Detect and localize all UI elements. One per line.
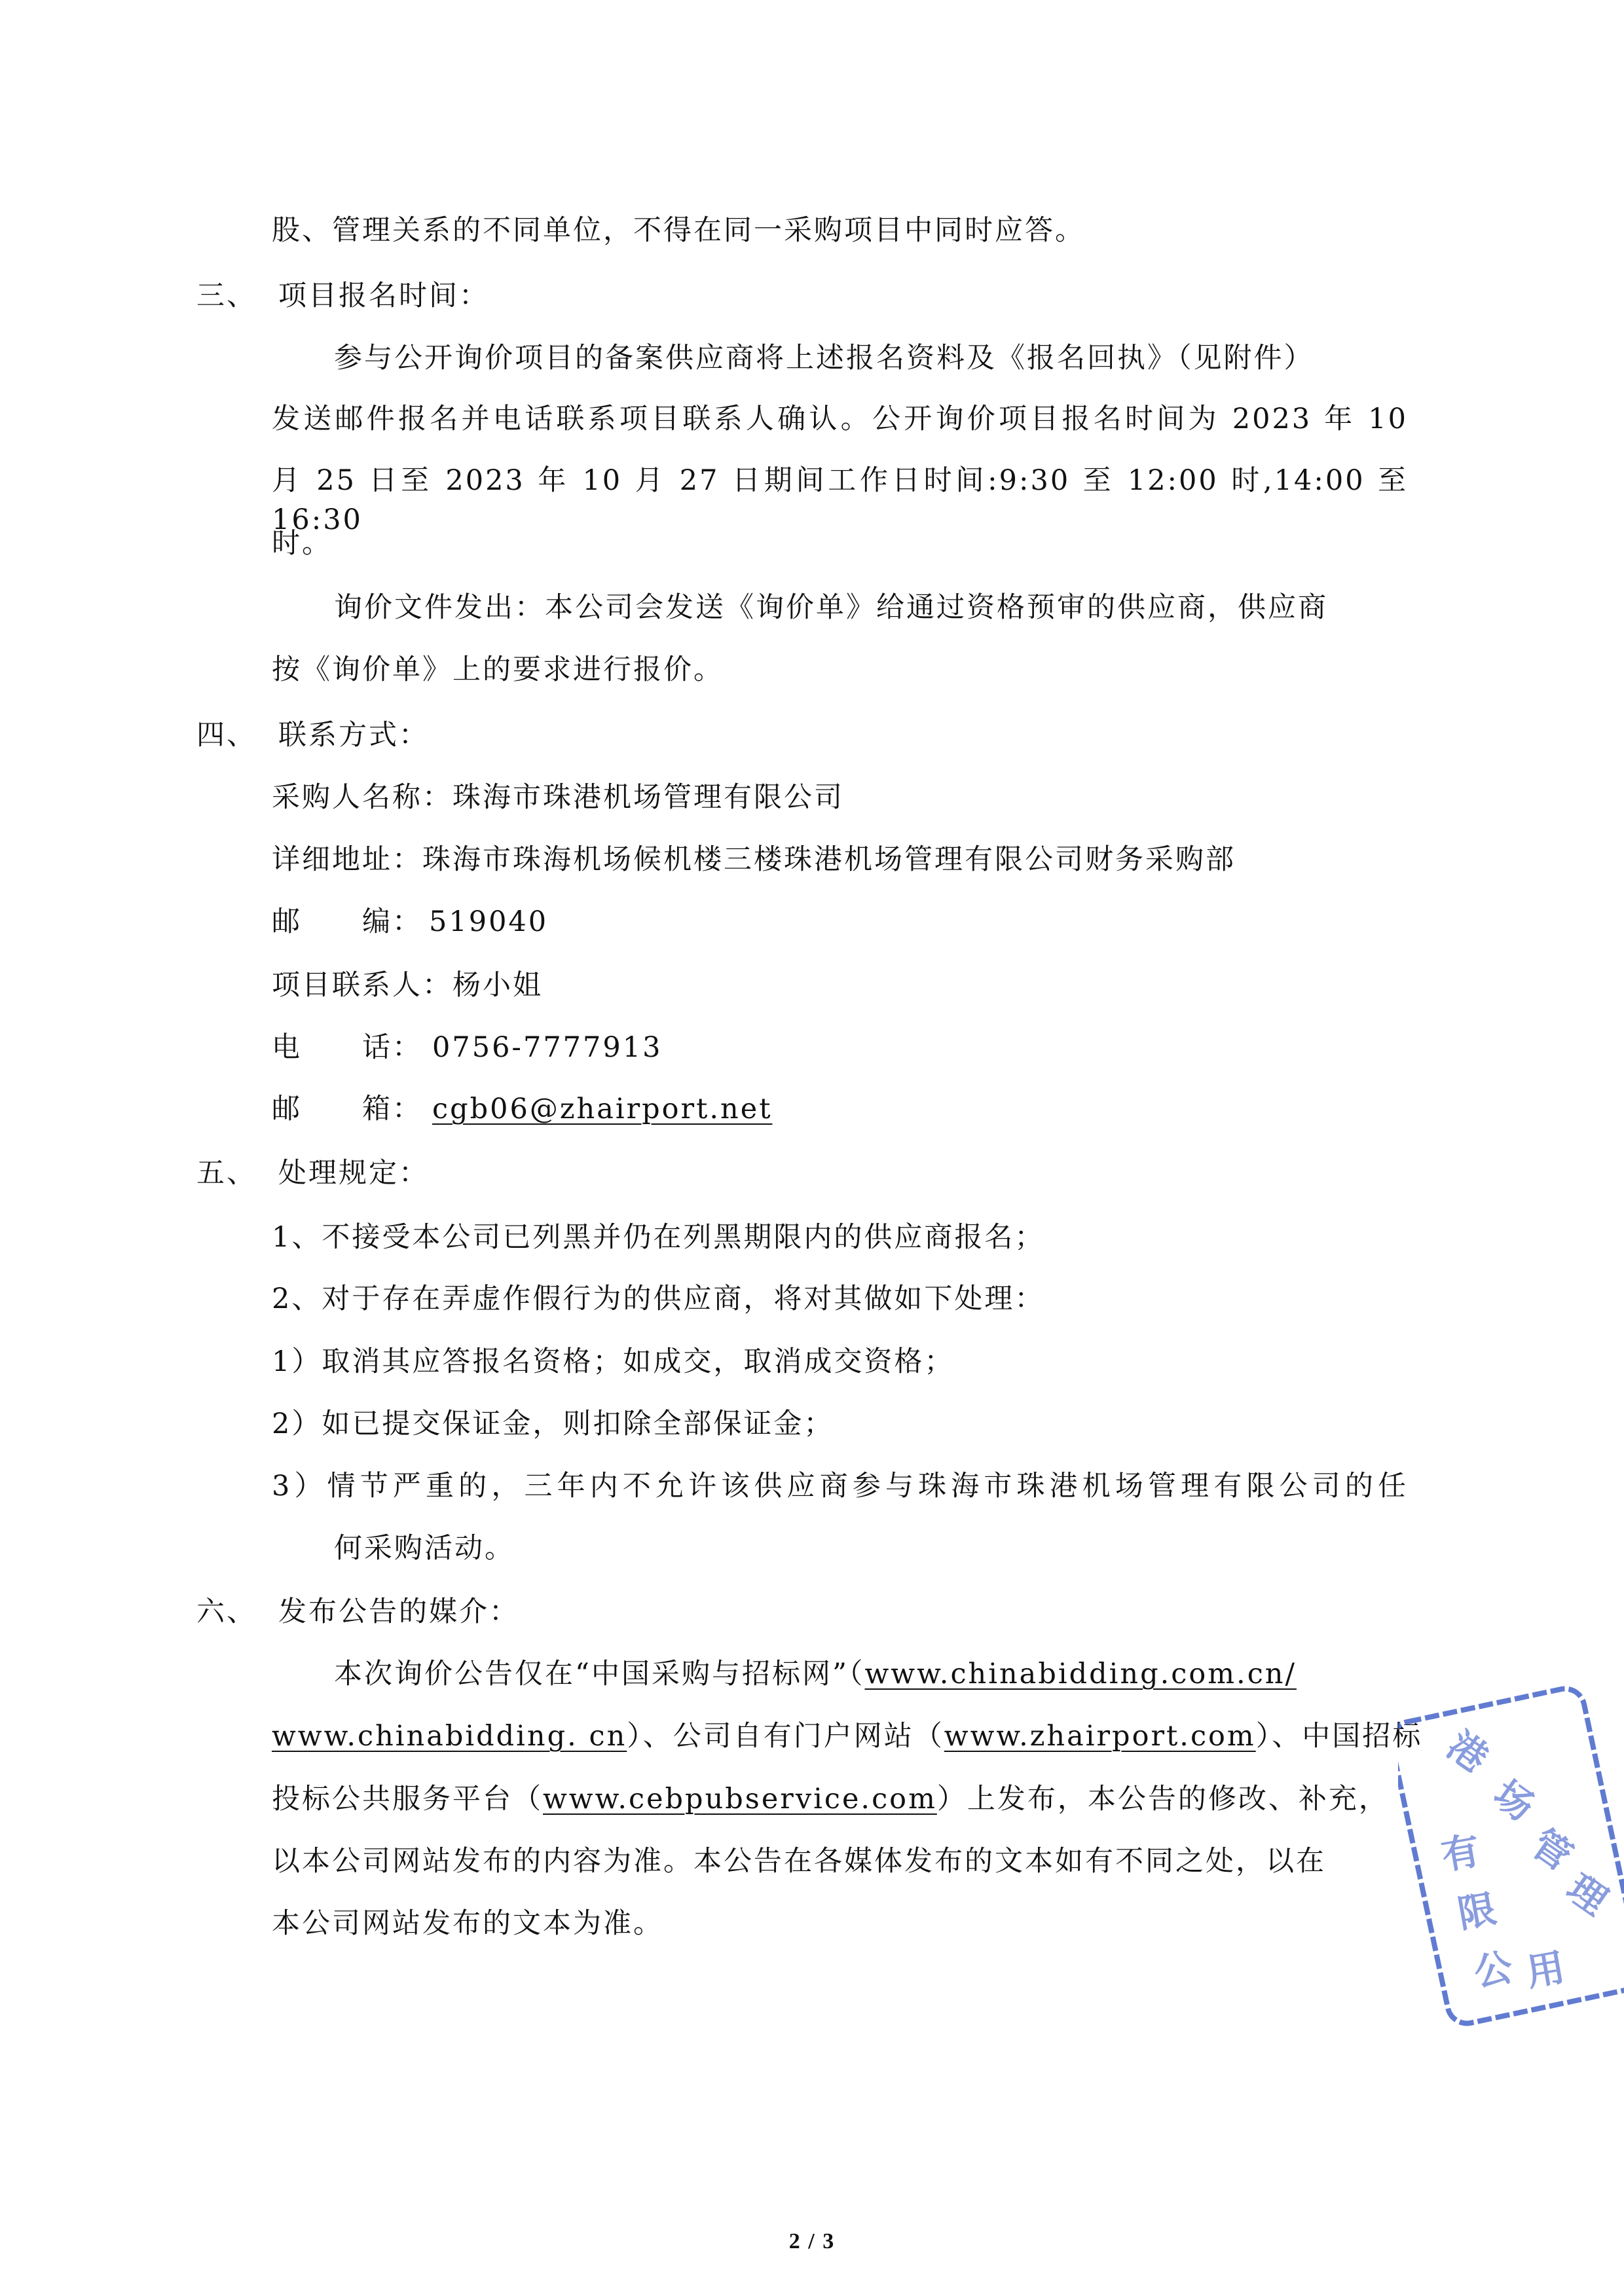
company-seal-stamp <box>1398 1676 1624 2043</box>
chinabidding-link-cont[interactable]: www.chinabidding. cn <box>272 1720 627 1753</box>
rule-subitem: 3）情节严重的，三年内不允许该供应商参与珠海市珠港机场管理有限公司的任 <box>272 1470 1408 1503</box>
chinabidding-link[interactable]: www.chinabidding.com.cn/ <box>864 1658 1297 1690</box>
contact-person: 项目联系人：杨小姐 <box>272 969 543 1002</box>
section-title: 联系方式： <box>278 719 429 752</box>
media-line: 以本公司网站发布的内容为准。本公告在各媒体发布的文本如有不同之处，以在 <box>272 1845 1326 1878</box>
para-line: 发送邮件报名并电话联系项目联系人确认。公开询价项目报名时间为 2023 年 10 <box>272 403 1408 435</box>
section-heading-4 <box>196 716 1408 755</box>
section-heading-3 <box>196 276 1408 316</box>
postcode-value: 519040 <box>429 905 549 938</box>
section-heading-5 <box>196 1154 1408 1193</box>
cebpubservice-link[interactable]: www.cebpubservice.com <box>543 1783 937 1815</box>
media-line: 本公司网站发布的文本为准。 <box>272 1907 663 1940</box>
para-line: 月 25 日至 2023 年 10 月 27 日期间工作日时间:9:30 至 12:00 时,14:00 至 16:30 <box>272 464 1408 536</box>
media-text: ）、中国招标 <box>1255 1720 1423 1753</box>
contact-postcode <box>272 902 1408 941</box>
rule-item: 1、不接受本公司已列黑并仍在列黑期限内的供应商报名； <box>272 1221 1045 1254</box>
media-text: 投标公共服务平台（ <box>272 1783 543 1815</box>
media-text: 本次询价公告仅在“中国采购与招标网”（ <box>334 1658 865 1690</box>
svg-text:有: 有 <box>1438 1827 1484 1878</box>
svg-text:用: 用 <box>1522 1944 1568 1995</box>
media-text: ）、公司自有门户网站（ <box>627 1720 944 1753</box>
email-link[interactable]: cgb06@zhairport.net <box>432 1093 773 1125</box>
contact-phone <box>272 1028 1408 1067</box>
rule-subitem: 1）取消其应答报名资格；如成交，取消成交资格； <box>272 1345 955 1378</box>
section-number: 三、 <box>196 280 257 312</box>
contact-email <box>272 1089 1408 1129</box>
section-heading-6 <box>196 1592 1408 1631</box>
svg-text:公: 公 <box>1470 1944 1516 1995</box>
section-number: 五、 <box>196 1157 257 1190</box>
postcode-label: 邮 编： <box>272 905 422 938</box>
contact-address: 详细地址：珠海市珠海机场候机楼三楼珠港机场管理有限公司财务采购部 <box>272 843 1236 876</box>
zhairport-link[interactable]: www.zhairport.com <box>944 1720 1256 1753</box>
section-title: 项目报名时间： <box>278 280 489 312</box>
rule-subitem-cont: 何采购活动。 <box>334 1532 515 1565</box>
para-line: 时。 <box>272 527 332 560</box>
page-number: 2 / 3 <box>788 2229 836 2253</box>
media-line <box>272 1779 1408 1819</box>
svg-text:场: 场 <box>1485 1771 1542 1830</box>
para-line: 股、管理关系的不同单位，不得在同一采购项目中同时应答。 <box>272 214 1085 247</box>
para-line: 参与公开询价项目的备案供应商将上述报名资料及《报名回执》（见附件） <box>334 342 1314 374</box>
rule-subitem: 2）如已提交保证金，则扣除全部保证金； <box>272 1408 834 1440</box>
media-text: ）上发布，本公告的修改、补充， <box>936 1783 1389 1815</box>
phone-label: 电 话： <box>272 1031 422 1064</box>
media-line <box>272 1717 1423 1756</box>
phone-value: 0756-7777913 <box>432 1031 663 1064</box>
rule-item: 2、对于存在弄虚作假行为的供应商，将对其做如下处理： <box>272 1283 1045 1315</box>
svg-text:港: 港 <box>1439 1722 1496 1781</box>
section-number: 四、 <box>196 719 257 752</box>
section-title: 处理规定： <box>278 1157 429 1190</box>
para-line: 询价文件发出：本公司会发送《询价单》给通过资格预审的供应商，供应商 <box>334 591 1328 624</box>
section-number: 六、 <box>196 1595 257 1628</box>
section-title: 发布公告的媒介： <box>278 1595 519 1628</box>
svg-text:管: 管 <box>1523 1821 1581 1880</box>
para-line: 按《询价单》上的要求进行报价。 <box>272 653 724 686</box>
svg-text:理: 理 <box>1559 1865 1616 1924</box>
svg-text:限: 限 <box>1454 1886 1500 1937</box>
media-line <box>334 1654 1408 1694</box>
contact-buyer-name: 采购人名称：珠海市珠港机场管理有限公司 <box>272 781 844 814</box>
email-label: 邮 箱： <box>272 1093 422 1125</box>
